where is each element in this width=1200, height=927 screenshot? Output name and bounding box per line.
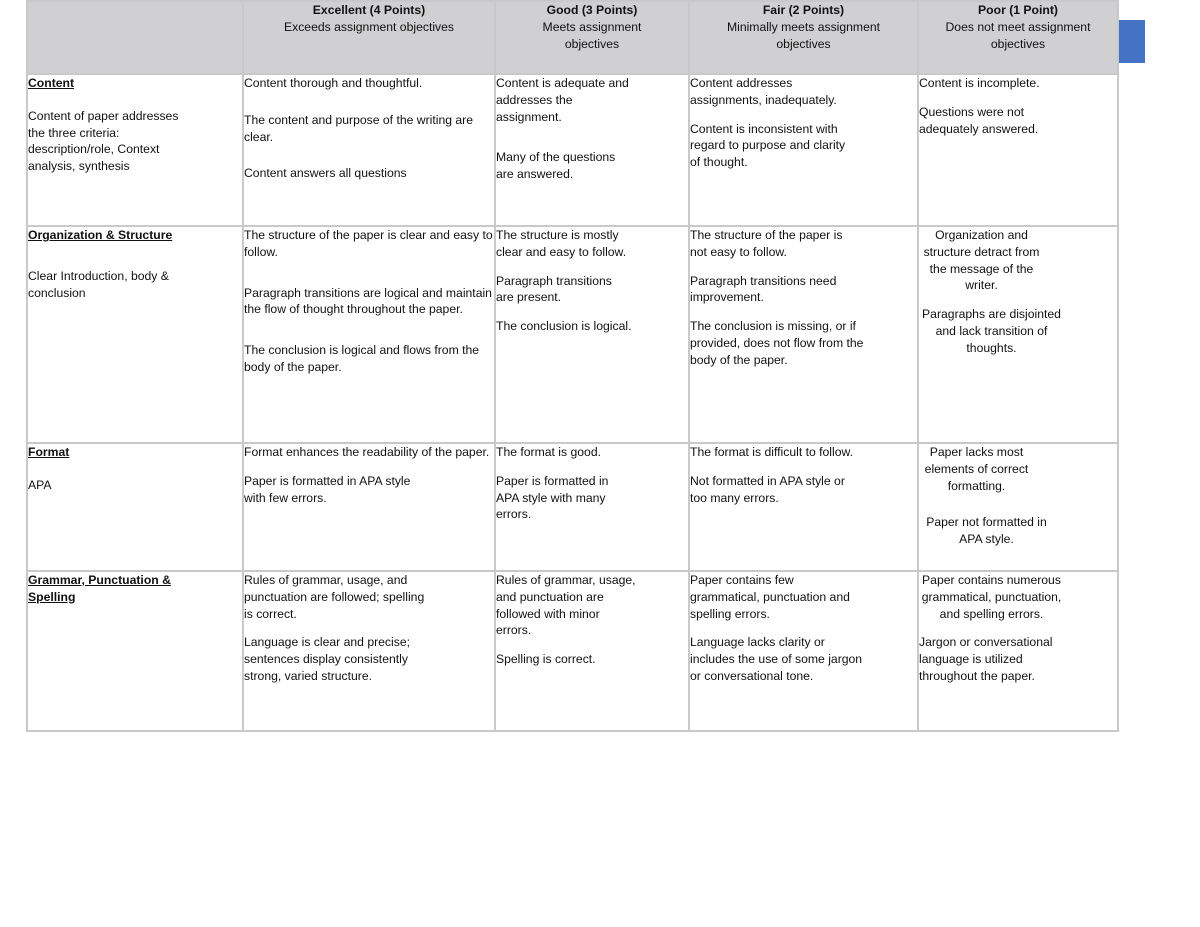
row-grammar [27, 571, 1118, 731]
rubric-table [26, 0, 1119, 732]
cell-text: The structure of the paper is clear and easy to follow. [244, 228, 493, 259]
header-fair [689, 1, 918, 74]
row-content [27, 74, 1118, 226]
criterion-cell [27, 74, 243, 226]
criterion-title: Grammar, Punctuation & Spelling [28, 573, 171, 604]
rating-cell [243, 571, 495, 731]
cell-text: Content answers all questions [244, 166, 407, 181]
level-desc: Exceeds assignment objectives [283, 19, 455, 34]
rating-cell [243, 74, 495, 226]
cell-text: Jargon or conversational language is utilized throughout the paper. [919, 635, 1053, 683]
rating-cell [495, 571, 689, 731]
cell-text: Spelling is correct. [496, 652, 596, 667]
criterion-desc: Content of paper addresses the three criteria: description/role, Context analysis, synthesis [28, 108, 179, 174]
criterion-title: Format [28, 445, 70, 459]
cell-text: The conclusion is missing, or if provided, does not flow from the body of the paper. [690, 319, 864, 367]
cell-text: Paper not formatted in APA style. [926, 515, 1047, 547]
cell-text: Paragraph transitions need improvement. [690, 273, 837, 305]
rating-cell [918, 443, 1118, 571]
cell-text: Content is incomplete. [919, 76, 1040, 90]
cell-text: Questions were not adequately answered. [919, 104, 1039, 136]
cell-text: Content thorough and thoughtful. [244, 76, 423, 90]
cell-text: Many of the questions are answered. [496, 150, 616, 182]
cell-text: Language is clear and precise; sentences display consistently strong, varied structure. [244, 635, 410, 683]
level-title: Good (3 Points) [546, 3, 638, 17]
criterion-title: Content [28, 76, 75, 90]
cell-text: The structure of the paper is not easy to follow. [690, 228, 843, 259]
cell-text: Paper contains few grammatical, punctuation and spelling errors. [690, 573, 850, 621]
row-organization [27, 226, 1118, 443]
cell-text: Rules of grammar, usage, and punctuation are followed with minor errors. [496, 573, 636, 638]
level-desc: Meets assignment objectives [542, 19, 642, 51]
row-format [27, 443, 1118, 571]
level-title: Excellent (4 Points) [312, 3, 426, 17]
cell-text: Paper is formatted in APA style with few errors. [244, 473, 411, 505]
rating-cell [689, 443, 918, 571]
cell-text: Paragraphs are disjointed and lack transition of thoughts. [922, 307, 1061, 355]
cell-text: Paragraph transitions are logical and maintain the flow of thought throughout the paper. [244, 285, 492, 317]
header-good [495, 1, 689, 74]
rating-cell [495, 226, 689, 443]
rating-cell [918, 74, 1118, 226]
cell-text: The format is difficult to follow. [690, 445, 854, 459]
header-row [27, 1, 1118, 74]
cell-text: The content and purpose of the writing are clear. [244, 112, 473, 144]
side-bookmark-tab[interactable] [1117, 20, 1145, 63]
criterion-cell [27, 443, 243, 571]
cell-text: The conclusion is logical and flows from the body of the paper. [244, 343, 480, 374]
cell-text: Content is inconsistent with regard to purpose and clarity of thought. [690, 121, 846, 170]
cell-text: Paper contains numerous grammatical, punctuation, and spelling errors. [921, 573, 1062, 621]
criterion-cell [27, 571, 243, 731]
rating-cell [689, 571, 918, 731]
cell-text: The structure is mostly clear and easy to follow. [496, 228, 627, 259]
criterion-title: Organization & Structure [28, 228, 173, 242]
cell-text: Rules of grammar, usage, and punctuation are followed; spelling is correct. [244, 573, 425, 621]
cell-text: Content is adequate and addresses the assignment. [496, 76, 629, 124]
header-corner [27, 1, 243, 74]
level-desc: Minimally meets assignment objectives [726, 19, 881, 51]
rating-cell [689, 74, 918, 226]
header-excellent [243, 1, 495, 74]
header-poor [918, 1, 1118, 74]
rating-cell [495, 74, 689, 226]
cell-text: The format is good. [496, 445, 601, 459]
criterion-cell [27, 226, 243, 443]
rating-cell [689, 226, 918, 443]
cell-text: Paper lacks most elements of correct formatting. [924, 445, 1029, 493]
level-title: Poor (1 Point) [978, 3, 1058, 17]
cell-text: Paragraph transitions are present. [496, 273, 612, 305]
cell-text: Format enhances the readability of the paper. [244, 445, 490, 459]
rating-cell [495, 443, 689, 571]
rating-cell [243, 443, 495, 571]
cell-text: Paper is formatted in APA style with many errors. [496, 473, 609, 522]
level-desc: Does not meet assignment objectives [945, 19, 1091, 51]
cell-text: Language lacks clarity or includes the use of some jargon or conversational tone. [690, 635, 863, 683]
rating-cell [918, 226, 1118, 443]
level-title: Fair (2 Points) [762, 3, 845, 17]
cell-text: The conclusion is logical. [496, 319, 632, 334]
cell-text: Organization and structure detract from the message of the writer. [923, 228, 1040, 293]
rating-cell [243, 226, 495, 443]
cell-text: Content addresses assignments, inadequately. [690, 76, 837, 107]
criterion-desc: Clear Introduction, body & conclusion [28, 268, 169, 300]
cell-text: Not formatted in APA style or too many errors. [690, 473, 845, 505]
rating-cell [918, 571, 1118, 731]
criterion-desc: APA [28, 477, 52, 492]
